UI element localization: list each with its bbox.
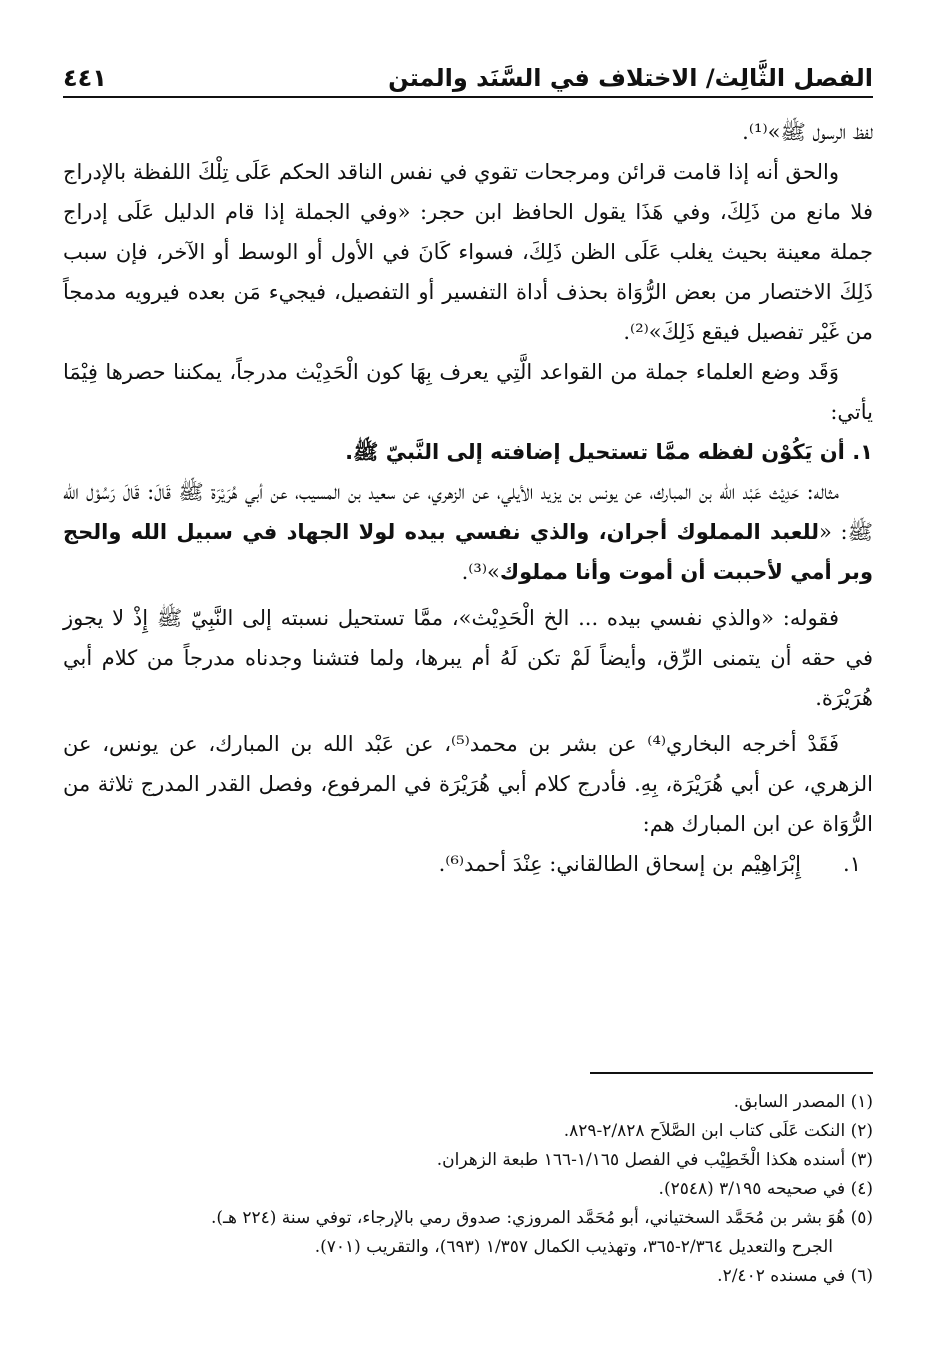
paragraph-2: والحق أنه إذا قامت قرائن ومرجحات تقوي في نفس الناقد الحكم عَلَى تِلْكَ اللفظة بالإدراج فلا مانع من ذَلِكَ، وفي هَذَا يقول الحافظ ابن حجر: «وفي الجملة إذا قام الدليل عَلَى إدراج جملة معينة بحيث يغلب عَلَى الظن ذَلِكَ، فسواء كَانَ في الأول أو الوسط أو الآخر، فإن سبب ذَلِكَ الاختصار من بعض الرُّوَاة بحذف أداة التفسير أو التفصيل، فيجيء مَن بعده فيرويه مدمجاً من غَيْر تفصيل فيقع ذَلِكَ»⁽²⁾. (63, 160, 873, 344)
paragraph-6: فَقَدْ أخرجه البخاري⁽⁴⁾ عن بشر بن محمد⁽⁵⁾، عن عَبْد الله بن المبارك، عن يونس، عن الزهري، عن أبي هُرَيْرَة، بِهِ. فأدرج كلام أبي هُرَيْرَة في المرفوع، وفصل القدر المدرج ثلاثة من الرُّوَاة عن ابن المبارك هم: (63, 732, 873, 836)
footnote-divider (590, 1072, 873, 1074)
footnotes (61, 1088, 873, 1291)
chapter-title: الفصل الثَّالِث/ الاختلاف في السَّنَد والمتن (388, 64, 873, 92)
paragraph-4 (63, 472, 873, 592)
page-number: ٤٤١ (63, 64, 107, 92)
main-text (63, 112, 873, 884)
footnote-5-continuation: الجرح والتعديل ٢/٣٦٤-٣٦٥، وتهذيب الكمال ١/٣٥٧ (٦٩٣)، والتقريب (٧٠١). (314, 1237, 833, 1257)
footnote-5: (٥) هُوَ بشر بن مُحَمَّد السختياني، أبو مُحَمَّد المروزي: صدوق رمي بالإرجاء، توفي سنة (٢٢٤ هـ). (210, 1208, 873, 1228)
example-intro: مثاله: حَدِيْث عَبْد الله بن المبارك، عن يونس بن يزيد الأيلي، عن الزهري، عن سعيد بن المسيب، عن أبي هُرَيْرَة ﷺ قَالَ: قَالَ رَسُوْل الله ﷺ: « (63, 480, 873, 544)
footnote-2: (٢) النكت عَلَى كتاب ابن الصَّلاَح ٢/٨٢٨-٨٢٩. (563, 1121, 873, 1141)
footnote-4: (٤) في صحيحه ٣/١٩٥ (٢٥٤٨). (658, 1179, 873, 1199)
footnote-3: (٣) أسنده هكذا الْخَطِيْب في الفصل ١/١٦٥-١٦٦ طبعة الزهران. (436, 1150, 873, 1170)
hadith-quote: للعبد المملوك أجران، والذي نفسي بيده لولا الجهاد في سبيل الله والحج وبر أمي لأحببت أن أموت وأنا مملوك (63, 520, 873, 584)
quote-close: »⁽³⁾. (461, 560, 500, 584)
running-header (63, 52, 873, 98)
list-item-number: ١. (843, 852, 861, 876)
paragraph-3: وَقَد وضع العلماء جملة من القواعد الَّتِي يعرف بِهَا كون الْحَدِيْث مدرجاً، يمكننا حصرها فِيْمَا يأتي: (63, 360, 873, 424)
footnote-1: (١) المصدر السابق. (733, 1092, 873, 1112)
footnote-6: (٦) في مسنده ٢/٤٠٢. (717, 1266, 873, 1286)
list-item (63, 844, 873, 884)
rule-heading-1: ١. أن يَكُوْن لفظه ممَّا تستحيل إضافته إلى النَّبيّ ﷺ. (345, 440, 873, 464)
list-item-text: إِبْرَاهِيْم بن إسحاق الطالقاني: عِنْدَ أحمد⁽⁶⁾. (438, 852, 801, 876)
paragraph-1: لفظ الرسول ﷺ»⁽¹⁾. (742, 120, 873, 144)
paragraph-5: فقوله: «والذي نفسي بيده ... الخ الْحَدِيْث»، ممَّا تستحيل نسبته إلى النَّبِيّ ﷺ إِذْ لا يجوز في حقه أن يتمنى الرِّق، وأيضاً لَمْ تكن لَهُ أم يبرها، ولما فتشنا وجدناه مدرجاً من كلام أبي هُرَيْرَة. (63, 606, 873, 710)
